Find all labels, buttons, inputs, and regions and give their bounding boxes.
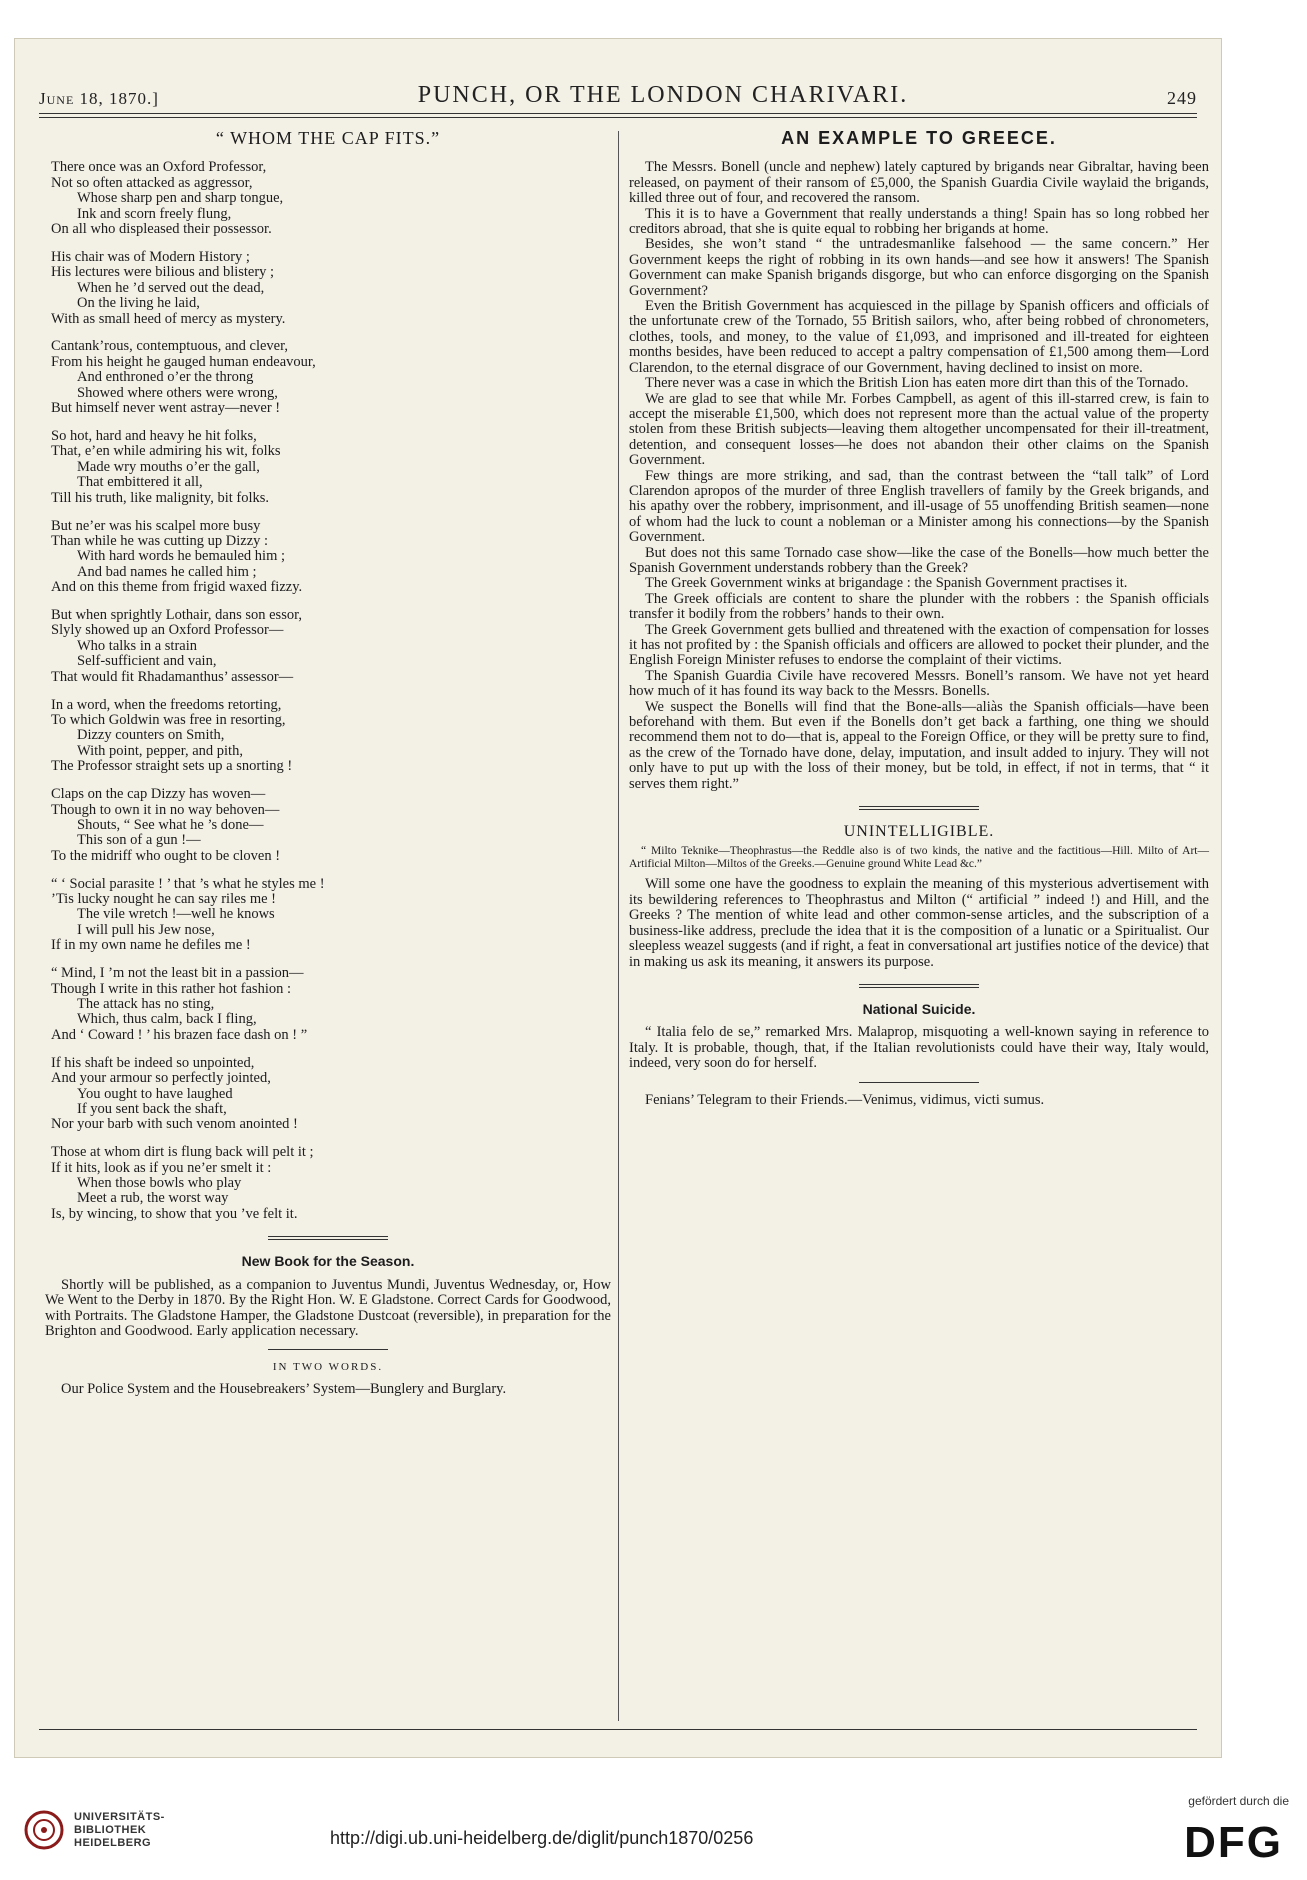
footer-rule [39,1729,1197,1730]
section-separator [859,984,979,988]
university-seal-icon [24,1810,64,1850]
poem-stanza [51,966,611,1043]
poem-line: But ne’er was his scalpel more busy [51,517,261,534]
poem-line: Is, by wincing, to show that you ’ve felt it. [51,1205,298,1222]
poem-line: So hot, hard and heavy he hit folks, [51,428,257,444]
greece-article-body [629,160,1209,792]
article-paragraph: The Spanish Guardia Civile have recovered Messrs. Bonell’s ransom. We have not yet heard how much of it has found its way back to the Messrs. Bonells. [629,667,1209,700]
section-separator [859,806,979,810]
national-suicide-title: National Suicide. [862,1000,976,1017]
poem-line: The vile wretch !—well he knows [77,906,275,923]
publication-title: PUNCH, OR THE LONDON CHARIVARI. [417,82,909,108]
poem-line: On the living he laid, [77,295,200,312]
university-logo-block [24,1810,165,1850]
poem-line: Till his truth, like malignity, bit folks. [51,489,270,506]
poem-line: But when sprightly Lothair, dans son essor, [51,607,302,624]
poem-line: With as small heed of mercy as mystery. [51,310,286,327]
national-suicide-text: “ Italia felo de se,” remarked Mrs. Malaprop, misquoting a well-known saying in reference to Italy. It is probable, though, that, if the Italian revolutionists could have their way, Italy would, indeed, very soon do for herself. [629,1024,1209,1072]
article-paragraph: The Greek Government gets bullied and threatened with the exaction of compensation for losses it has not profited by : the Spanish officials and officers are allowed to pocket their plunder, and the English Foreign Minister refuses to endorse the complaint of their victims. [629,621,1209,669]
article-paragraph: Besides, she won’t stand “ the untradesmanlike falsehood — the same concern.” Her Government keeps the right of robbing in its own hands—and see how it answers! The Spanish Government can make Spanish brigands disgorge, but who can enforce disgorging on the Spanish Government? [629,236,1209,299]
university-name [74,1811,165,1850]
dfg-logo: DFG [1184,1818,1283,1867]
poem-line: And on this theme from frigid waxed fizzy. [51,579,303,596]
funding-caption: gefördert durch die [1188,1794,1289,1808]
poem-line: I will pull his Jew nose, [77,921,215,938]
article-paragraph: Few things are more striking, and sad, than the contrast between the “tall talk” of Lord Clarendon apropos of the murder of three English travellers of family by the Greek brigands, and his apathy over the robbery, imprisonment, and ill-usage of 55 unoffending British seamen—none of whom had the luck to count a nobleman or a Minister among his connections—by the Spanish Government. [629,467,1209,546]
poem-line: ’Tis lucky nought he can say riles me ! [51,891,276,908]
poem-line: Which, thus calm, back I fling, [77,1011,257,1028]
poem-stanza [51,608,611,685]
new-book-text: Shortly will be published, as a companion to Juventus Mundi, Juventus Wednesday, or, How We Went to the Derby in 1870. By the Right Hon. W. E Gladstone. Correct Cards for Goodwood, with Portraits. The Gladstone Hamper, the Gladstone Dustcoat (reversible), in preparation for the Brighton and Goodwood. Early application necessary. [45,1276,611,1339]
poem-stanza [51,698,611,775]
fenians-text: Fenians’ Telegram to their Friends.—Venimus, vidimus, victi sumus. [645,1091,1045,1108]
poem-line: Meet a rub, the worst way [77,1190,229,1207]
poem-line: “ ‘ Social parasite ! ’ that ’s what he styles me ! [51,875,325,892]
poem-line: Who talks in a strain [77,637,198,654]
new-book-title: New Book for the Season. [241,1253,415,1270]
poem-stanza [51,877,611,954]
poem-line: And bad names he called him ; [77,563,257,580]
article-paragraph: The Greek officials are content to share the plunder with the robbers : the Spanish officials transfer it bodily from the robbers’ hands to their own. [629,590,1209,623]
section-separator [268,1236,388,1240]
poem-line: That embittered it all, [77,474,203,491]
poem-line: His lectures were bilious and blistery ; [51,264,275,281]
poem-stanza [51,519,611,596]
poem-line: His chair was of Modern History ; [51,248,250,265]
poem-line: And enthroned o’er the throng [77,369,254,386]
poem-line: Slyly showed up an Oxford Professor— [51,622,284,639]
poem-line: Dizzy counters on Smith, [77,727,225,744]
unintelligible-text: Will some one have the goodness to explain the meaning of this mysterious advertisement with its bewildering references to Theophrastus and Milton (“ artificial ” indeed !) and Hill, and the Greeks ? The mention of white lead and other common-sense articles, and the subscription of a business-like address, preclude the idea that it is the composition of a lunatic or a Spiritualist. Our sleepless weazel suggests (and if right, a feat in conversational art justifies notice of the device) that in making us ask its meaning, it answers its purpose. [629,876,1209,970]
header-rule-2 [39,117,1197,118]
section-separator-small [268,1349,388,1350]
poem-stanza [51,787,611,864]
poem-line: If in my own name he defiles me ! [51,937,251,954]
issue-date: June 18, 1870.] [39,89,159,108]
two-words-title: IN TWO WORDS. [272,1361,384,1374]
poem-title: “ WHOM THE CAP FITS.” [215,128,441,148]
right-column [629,128,1209,1108]
source-url[interactable]: http://digi.ub.uni-heidelberg.de/diglit/punch1870/0256 [330,1828,754,1848]
header-rule [39,113,1197,114]
article-paragraph: Even the British Government has acquiesced in the pillage by Spanish officers and officials of the unfortunate crew of the Tornado, 55 British sailors, who, after being robbed of chronometers, clothes, tools, and money, to the value of £1,093, and imprisoned and ill-treated for eighteen months besides, have been reduced to accept a paltry compensation of £1,500 among them—Lord Clarendon, to the eternal disgrace of our Government, having declined to insist on more. [629,298,1209,376]
poem-line: That would fit Rhadamanthus’ assessor— [51,668,294,685]
poem-line: But himself never went astray—never ! [51,400,281,417]
poem-stanza [51,1056,611,1133]
university-name-line: BIBLIOTHEK [74,1823,147,1836]
newspaper-page [14,38,1222,1758]
article-paragraph: We are glad to see that while Mr. Forbes Campbell, as agent of this ill-starred crew, is fain to accept the miserable £1,500, which does not represent more than the actual value of the property stolen from these British subjects—leaving them altogether uncompensated for their ill-treatment, detention, and consequent losses—he does not abandon their other claims on the Spanish Government. [629,390,1209,469]
poem-line: This son of a gun !— [77,832,201,849]
poem-line: To the midriff who ought to be cloven ! [51,847,281,864]
poem-line: With hard words he bemauled him ; [77,548,286,565]
poem-line: To which Goldwin was free in resorting, [51,712,286,728]
poem-line: “ Mind, I ’m not the least bit in a passion— [51,965,304,982]
page-number: 249 [1167,88,1197,108]
poem-body [45,160,611,1222]
poem-line: Than while he was cutting up Dizzy : [51,532,269,549]
poem-line: With point, pepper, and pith, [77,742,243,759]
article-paragraph: But does not this same Tornado case show—like the case of the Bonells—how much better the Spanish Government understands robbery than the Greek? [629,544,1209,576]
poem-line: Self-sufficient and vain, [77,653,217,670]
page-header [39,69,1197,109]
greece-article-title: AN EXAMPLE TO GREECE. [781,128,1057,148]
university-name-line: UNIVERSITÄTS- [74,1810,165,1823]
digitization-footer [0,1790,1307,1880]
poem-line: You ought to have laughed [77,1085,233,1102]
poem-line: Nor your barb with such venom anointed ! [51,1116,298,1133]
poem-line: If his shaft be indeed so unpointed, [51,1054,255,1071]
poem-line: Though to own it in no way behoven— [51,801,280,818]
column-divider [618,131,619,1721]
poem-line: When he ’d served out the dead, [77,279,265,296]
poem-line: On all who displeased their possessor. [51,221,272,238]
poem-line: And ‘ Coward ! ’ his brazen face dash on ! ” [51,1026,308,1043]
left-column [45,128,611,1397]
poem-line: Showed where others were wrong, [77,384,278,401]
poem-line: Whose sharp pen and sharp tongue, [77,190,284,207]
article-paragraph: This it is to have a Government that really understands a thing! Spain has so long robbed her creditors abroad, that she is quite equal to robbing her brigands at home. [629,205,1209,238]
two-words-text: Our Police System and the Housebreakers’ System—Bunglery and Burglary. [61,1380,507,1397]
poem-line: Ink and scorn freely flung, [77,205,232,222]
poem-line: Claps on the cap Dizzy has woven— [51,786,266,803]
poem-line: Though I write in this rather hot fashion : [51,980,292,997]
poem-line: Cantank’rous, contemptuous, and clever, [51,338,288,355]
poem-line: Made wry mouths o’er the gall, [77,458,260,475]
poem-line: The attack has no sting, [77,996,215,1012]
poem-line: That, e’en while admiring his wit, folks [51,443,281,460]
poem-line: When those bowls who play [77,1175,242,1192]
article-paragraph: The Messrs. Bonell (uncle and nephew) lately captured by brigands near Gibraltar, having been released, on payment of their ransom of £5,000, the Spanish Guardia Civile waylaid the brigands, killed three out of four, and recovered the ransom. [629,159,1209,207]
poem-stanza [51,250,611,327]
article-paragraph: There never was a case in which the British Lion has eaten more dirt than this of the Tornado. [645,375,1189,392]
poem-line: If it hits, look as if you ne’er smelt it : [51,1159,272,1176]
university-name-line: HEIDELBERG [74,1836,152,1849]
poem-line: And your armour so perfectly jointed, [51,1070,271,1087]
poem-line: From his height he gauged human endeavour, [51,353,316,370]
poem-line: Those at whom dirt is flung back will pelt it ; [51,1144,314,1161]
unintelligible-title: UNINTELLIGIBLE. [843,823,995,841]
poem-line: Not so often attacked as aggressor, [51,174,253,191]
poem-stanza [51,429,611,506]
poem-line: Shouts, “ See what he ’s done— [77,816,264,833]
poem-stanza [51,1145,611,1222]
poem-line: There once was an Oxford Professor, [51,159,267,176]
poem-stanza [51,160,611,237]
poem-line: If you sent back the shaft, [77,1100,227,1117]
section-separator-small [859,1082,979,1083]
unintelligible-quote: “ Milto Teknike—Theophrastus—the Reddle also is of two kinds, the native and the factitious—Hill. Milto of Art—Artificial Milton—Miltos of the Greeks.—Genuine ground White Lead &c.” [629,845,1209,871]
article-paragraph: We suspect the Bonells will find that the Bone-alls—aliàs the Spanish officials—have been beforehand with them. But even if the Bonells don’t get back a farthing, one thing we should recommend them not to do—that is, appeal to the Foreign Office, or they will be pretty sure to find, as the crew of the Tornado have done, delay, imputation, and insult added to injury. They will not only have to put up with the loss of their money, but be told, in effect, if not in terms, that “ it serves them right.” [629,698,1209,792]
poem-line: In a word, when the freedoms retorting, [51,696,282,713]
poem-line: The Professor straight sets up a snorting ! [51,758,293,775]
article-paragraph: The Greek Government winks at brigandage : the Spanish Government practises it. [645,575,1128,592]
poem-stanza [51,339,611,416]
